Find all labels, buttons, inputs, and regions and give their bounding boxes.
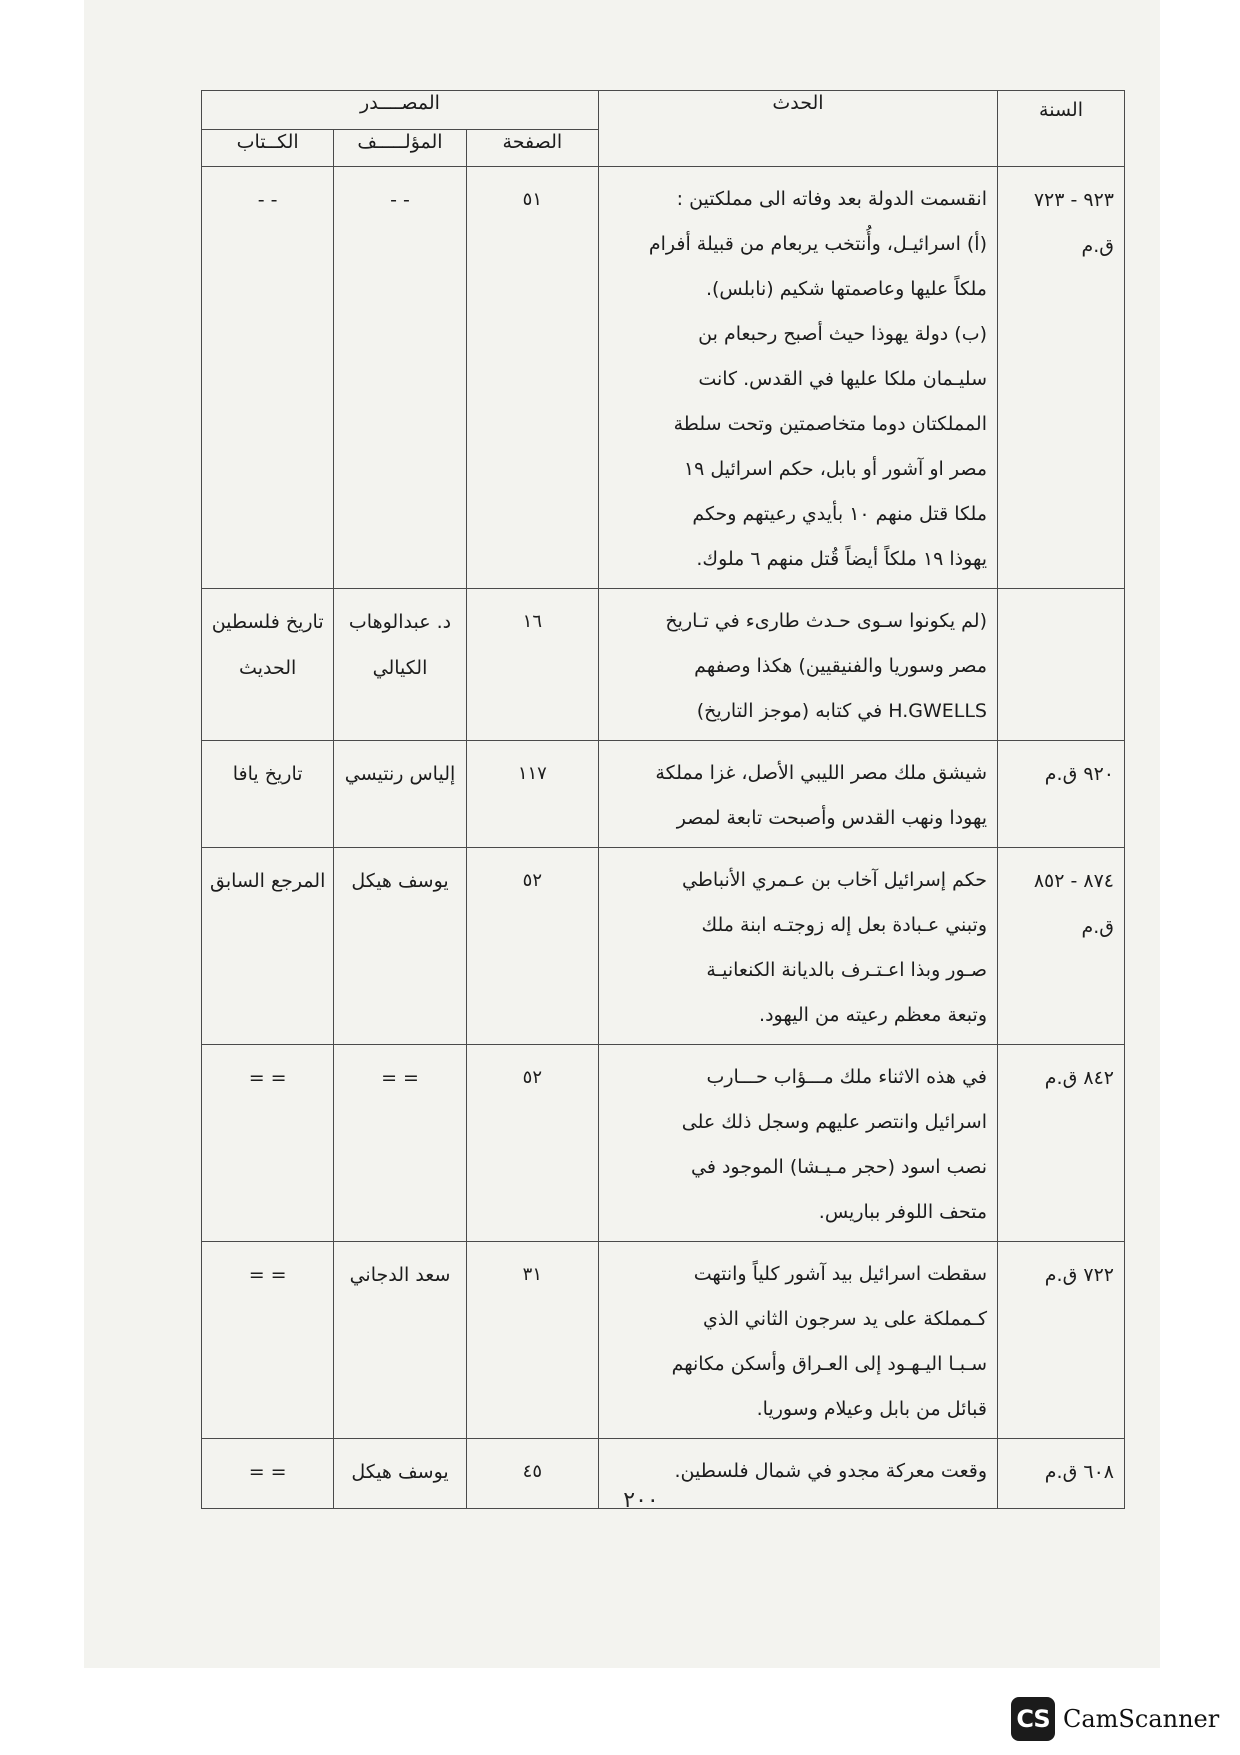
event-line: المملكتان دوما متخاصمتين وتحت سلطة bbox=[673, 413, 987, 435]
page-cell: ١٦ bbox=[466, 589, 598, 741]
event-line: ملكا قتل منهم ١٠ بأيدي رعيتهم وحكم bbox=[692, 503, 987, 525]
author-cell bbox=[334, 1439, 466, 1509]
year-cell bbox=[998, 1439, 1125, 1509]
page-cell: ٥٢ bbox=[466, 848, 598, 1045]
event-line: يهوذا ١٩ ملكاً أيضاً قُتل منهم ٦ ملوك. bbox=[696, 548, 987, 570]
page-cell: ٥٢ bbox=[466, 1045, 598, 1242]
page-cell: ١١٧ bbox=[466, 741, 598, 848]
book-line: = = bbox=[248, 1264, 287, 1286]
event-cell bbox=[599, 1242, 998, 1439]
event-line: (لم يكونوا سـوى حـدث طارىء في تـاريخ bbox=[665, 610, 987, 632]
book-cell bbox=[202, 1242, 334, 1439]
year-line: ٦٠٨ ق.م bbox=[1044, 1461, 1114, 1483]
book-line: - - bbox=[257, 189, 278, 211]
table-row bbox=[202, 167, 1125, 589]
book-cell bbox=[202, 1045, 334, 1242]
author-cell bbox=[334, 589, 466, 741]
header-page: الصفحة bbox=[466, 130, 598, 167]
book-cell bbox=[202, 741, 334, 848]
event-line: اسرائيل وانتصر عليهم وسجل ذلك على bbox=[681, 1111, 987, 1133]
book-cell bbox=[202, 589, 334, 741]
book-cell bbox=[202, 1439, 334, 1509]
page-cell: ٤٥ bbox=[466, 1439, 598, 1509]
header-row bbox=[202, 91, 1125, 130]
book-line: تاريخ فلسطين bbox=[211, 611, 324, 633]
author-line: إلياس رنتيسي bbox=[344, 763, 456, 785]
author-line: سعد الدجاني bbox=[349, 1264, 451, 1286]
author-line: يوسف هيكل bbox=[351, 870, 449, 892]
table-row bbox=[202, 589, 1125, 741]
table-row bbox=[202, 848, 1125, 1045]
event-line: شيشق ملك مصر الليبي الأصل، غزا مملكة bbox=[655, 762, 987, 784]
year-line: ٩٢٠ ق.م bbox=[1044, 763, 1114, 785]
event-line: سقطت اسرائيل بيد آشور كلياً وانتهت bbox=[693, 1263, 987, 1285]
page-cell: ٥١ bbox=[466, 167, 598, 589]
event-line: (ب) دولة يهوذا حيث أصبح رحبعام بن bbox=[698, 323, 987, 345]
author-cell bbox=[334, 741, 466, 848]
author-cell bbox=[334, 1045, 466, 1242]
author-line: = = bbox=[381, 1067, 419, 1089]
year-line: ٨٧٤ - ٨٥٢ bbox=[1033, 870, 1114, 892]
event-line: مصر او آشور أو بابل، حكم اسرائيل ١٩ bbox=[683, 458, 987, 480]
year-cell bbox=[998, 848, 1125, 1045]
event-line: وتبعة معظم رعيته من اليهود. bbox=[759, 1004, 987, 1026]
author-line: د. عبدالوهاب bbox=[348, 611, 452, 633]
book-line: المرجع السابق bbox=[209, 870, 326, 892]
event-line: يهودا ونهب القدس وأصبحت تابعة لمصر bbox=[676, 807, 987, 829]
event-line: نصب اسود (حجر مـيـشا) الموجود في bbox=[690, 1156, 987, 1178]
event-line: سـبـا اليـهـود إلى العـراق وأسكن مكانهم bbox=[671, 1353, 987, 1375]
year-line: ٧٢٢ ق.م bbox=[1044, 1264, 1114, 1286]
header-event: الحدث bbox=[599, 91, 998, 167]
event-cell bbox=[599, 741, 998, 848]
camscanner-text: CamScanner bbox=[1063, 1705, 1220, 1733]
year-cell bbox=[998, 589, 1125, 741]
camscanner-logo-icon: CS bbox=[1011, 1697, 1055, 1741]
header-book: الكــتاب bbox=[202, 130, 334, 167]
table-row bbox=[202, 741, 1125, 848]
author-line: الكيالي bbox=[372, 657, 428, 679]
author-line: - - bbox=[390, 189, 410, 211]
events-table bbox=[201, 90, 1125, 1509]
year-cell bbox=[998, 1045, 1125, 1242]
year-line: ق.م bbox=[1081, 916, 1114, 938]
event-line: في هذه الاثناء ملك مـــؤاب حـــارب bbox=[706, 1066, 987, 1088]
event-cell bbox=[599, 848, 998, 1045]
header-source: المصــــدر bbox=[202, 91, 599, 130]
year-line: ٨٤٢ ق.م bbox=[1044, 1067, 1114, 1089]
event-cell bbox=[599, 1045, 998, 1242]
table-row bbox=[202, 1242, 1125, 1439]
header-author: المؤلـــــف bbox=[334, 130, 466, 167]
year-line: ق.م bbox=[1081, 235, 1114, 257]
book-cell bbox=[202, 167, 334, 589]
header-year: السنة bbox=[998, 91, 1125, 167]
event-line: مصر وسوريا والفنيقيين) هكذا وصفهم bbox=[694, 655, 987, 677]
event-cell bbox=[599, 167, 998, 589]
event-line: صـور وبذا اعـتـرف بالديانة الكنعانيـة bbox=[706, 959, 987, 981]
book-line: = = bbox=[248, 1067, 287, 1089]
event-line: (أ) اسرائيـل، وأُنتخب يربعام من قبيلة أفرام bbox=[648, 233, 987, 255]
book-line: تاريخ يافا bbox=[232, 763, 303, 785]
event-line: ملكاً عليها وعاصمتها شكيم (نابلس). bbox=[705, 278, 987, 300]
year-cell bbox=[998, 1242, 1125, 1439]
event-line: سليـمان ملكا عليها في القدس. كانت bbox=[698, 368, 987, 390]
book-line: الحديث bbox=[239, 657, 297, 679]
event-line: قبائل من بابل وعيلام وسوريا. bbox=[756, 1398, 987, 1420]
event-line: H.GWELLS في كتابه (موجز التاريخ) bbox=[696, 700, 987, 722]
page-number: ٢٠٠ bbox=[623, 1488, 659, 1513]
author-cell bbox=[334, 167, 466, 589]
event-line: وتبني عـبادة بعل إله زوجتـه ابنة ملك bbox=[701, 914, 987, 936]
year-cell bbox=[998, 741, 1125, 848]
year-line: ٩٢٣ - ٧٢٣ bbox=[1033, 189, 1114, 211]
table-row bbox=[202, 1045, 1125, 1242]
author-cell bbox=[334, 1242, 466, 1439]
event-cell bbox=[599, 589, 998, 741]
event-line: كـمملكة على يد سرجون الثاني الذي bbox=[702, 1308, 987, 1330]
book-cell bbox=[202, 848, 334, 1045]
event-line: حكم إسرائيل آخاب بن عـمري الأنباطي bbox=[681, 869, 987, 891]
event-line: متحف اللوفر بباريس. bbox=[818, 1201, 987, 1223]
book-line: = = bbox=[248, 1461, 287, 1483]
event-line: انقسمت الدولة بعد وفاته الى مملكتين : bbox=[676, 188, 987, 210]
year-cell bbox=[998, 167, 1125, 589]
camscanner-watermark bbox=[1011, 1696, 1219, 1742]
author-cell bbox=[334, 848, 466, 1045]
event-line: وقعت معركة مجدو في شمال فلسطين. bbox=[674, 1460, 987, 1482]
page-cell: ٣١ bbox=[466, 1242, 598, 1439]
author-line: يوسف هيكل bbox=[351, 1461, 449, 1483]
